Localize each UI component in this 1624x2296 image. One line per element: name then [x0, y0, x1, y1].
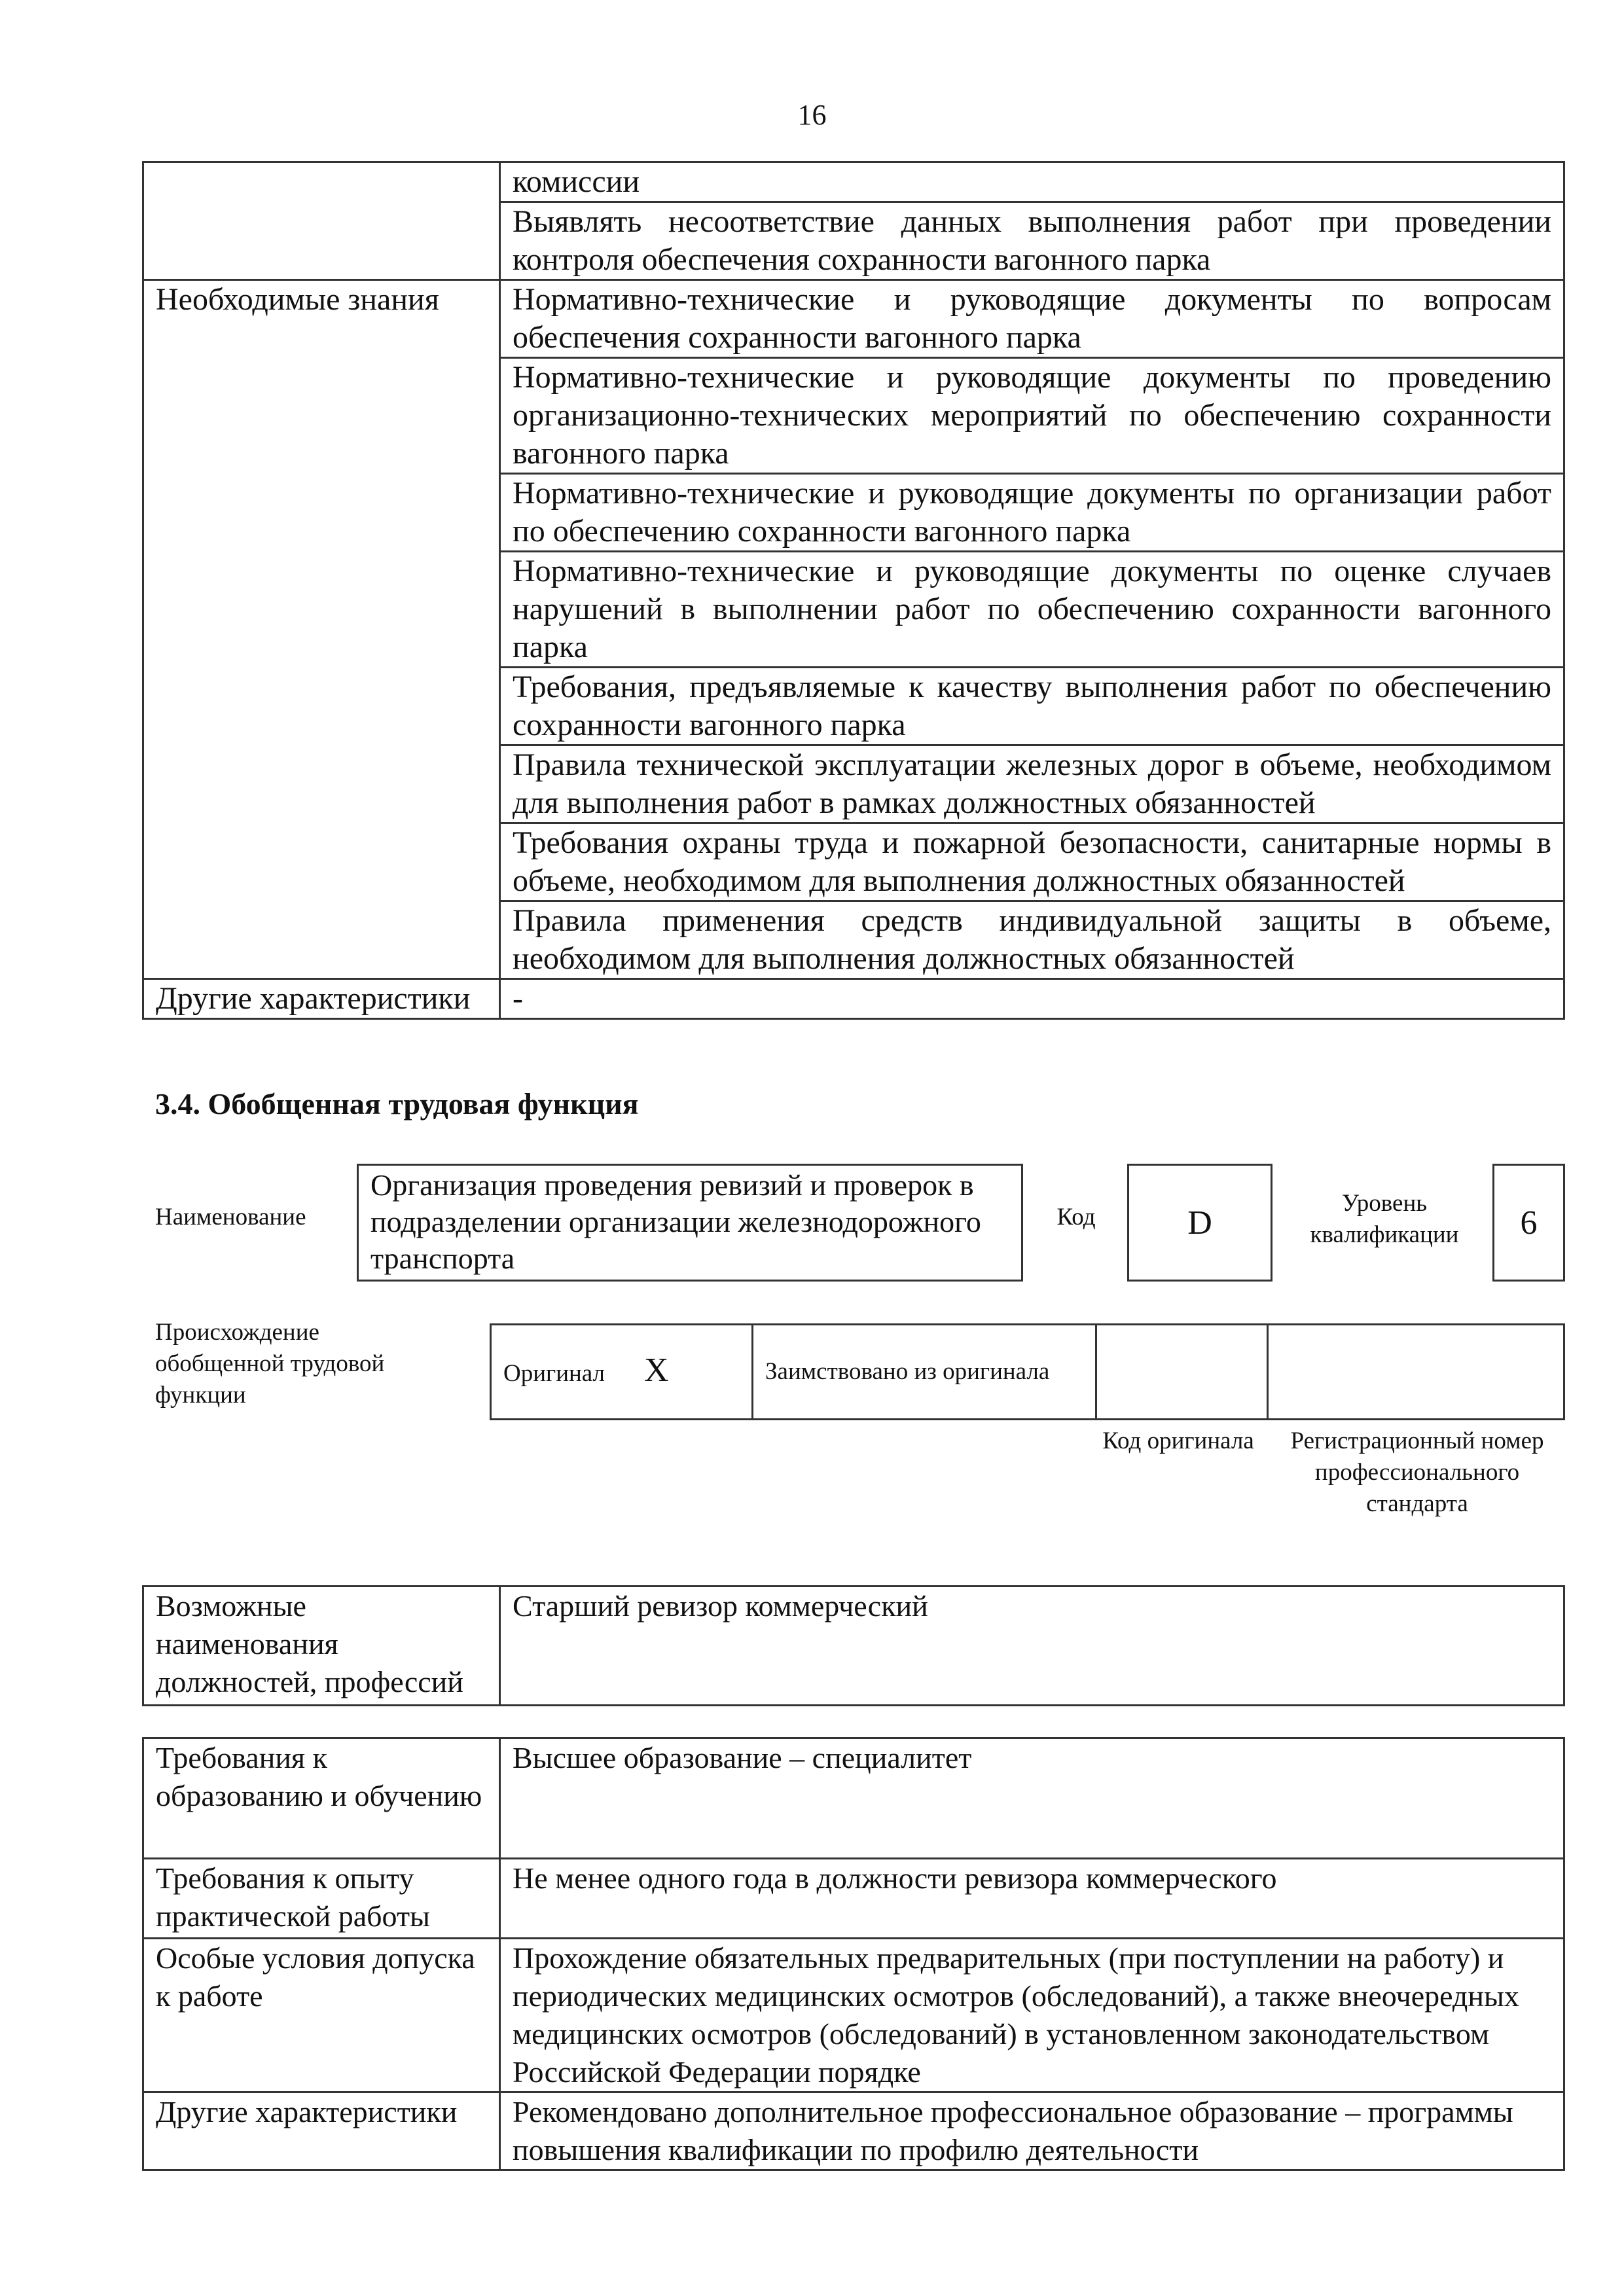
table-row	[143, 1939, 1564, 2092]
requirement-value: Высшее образование – специалитет	[500, 1738, 1564, 1859]
table-cell-text: Правила применения средств индивидуальной защиты в объеме, необходимом для выполнения должностных обязанностей	[500, 901, 1564, 979]
requirement-value: Не менее одного года в должности ревизора коммерческого	[500, 1859, 1564, 1939]
name-label: Наименование	[155, 1204, 306, 1230]
required-knowledge-label: Необходимые знания	[143, 280, 500, 979]
other-characteristics-label: Другие характеристики	[143, 979, 500, 1019]
positions-label: Возможные наименования должностей, профессий	[143, 1587, 500, 1706]
code-value-box: D	[1127, 1164, 1272, 1282]
table-cell-text: Требования, предъявляемые к качеству выполнения работ по обеспечению сохранности вагонного парка	[500, 668, 1564, 745]
table-row	[143, 1859, 1564, 1939]
table-row	[491, 1325, 1564, 1420]
table-row	[143, 280, 1564, 358]
original-label: Оригинал	[503, 1359, 605, 1387]
section-title: 3.4. Обобщенная трудовая функция	[155, 1087, 639, 1121]
original-code-cell	[1096, 1325, 1268, 1420]
requirement-label: Требования к образованию и обучению	[143, 1738, 500, 1859]
borrowed-label: Заимствовано из оригинала	[753, 1325, 1096, 1420]
function-name-box: Организация проведения ревизий и проверок в подразделении организации железнодорожного транспорта	[357, 1164, 1023, 1282]
requirement-label: Другие характеристики	[143, 2092, 500, 2170]
table-row	[143, 162, 1564, 202]
table-cell-text: Требования охраны труда и пожарной безопасности, санитарные нормы в объеме, необходимом для выполнения должностных обязанностей	[500, 823, 1564, 901]
origin-table	[490, 1323, 1565, 1420]
table-cell-text: комиссии	[500, 162, 1564, 202]
requirement-label: Особые условия допуска к работе	[143, 1939, 500, 2092]
table-cell-text: Правила технической эксплуатации железных дорог в объеме, необходимом для выполнения работ в рамках должностных обязанностей	[500, 745, 1564, 823]
requirements-table	[142, 1737, 1565, 2171]
table-row	[143, 1587, 1564, 1706]
page-number: 16	[797, 99, 827, 131]
table-cell-text: Выявлять несоответствие данных выполнения работ при проведении контроля обеспечения сохранности вагонного парка	[500, 202, 1564, 280]
table-cell-text: Нормативно-технические и руководящие документы по вопросам обеспечения сохранности вагонного парка	[500, 280, 1564, 358]
requirement-label: Требования к опыту практической работы	[143, 1859, 500, 1939]
origin-label: Происхождение обобщенной трудовой функции	[155, 1319, 385, 1408]
table-cell-text: -	[500, 979, 1564, 1019]
original-mark: X	[644, 1351, 669, 1389]
table-cell-label	[143, 162, 500, 280]
positions-value: Старший ревизор коммерческий	[500, 1587, 1564, 1706]
reg-number-cell	[1268, 1325, 1564, 1420]
table-row	[143, 2092, 1564, 2170]
table-cell-text: Нормативно-технические и руководящие документы по организации работ по обеспечению сохранности вагонного парка	[500, 474, 1564, 552]
requirement-value: Рекомендовано дополнительное профессиональное образование – программы повышения квалификации по профилю деятельности	[500, 2092, 1564, 2170]
reg-number-caption: Регистрационный номер профессионального стандарта	[1290, 1427, 1544, 1517]
positions-table	[142, 1585, 1565, 1706]
table-row	[143, 979, 1564, 1019]
qualification-level-label: Уровень квалификации	[1310, 1190, 1459, 1248]
knowledge-table	[142, 161, 1565, 1020]
original-cell	[491, 1325, 753, 1420]
table-cell-text: Нормативно-технические и руководящие документы по оценке случаев нарушений в выполнении работ по обеспечению сохранности вагонного парка	[500, 552, 1564, 668]
requirement-value: Прохождение обязательных предварительных (при поступлении на работу) и периодических медицинских осмотров (обследований), а также внеочередных медицинских осмотров (обследований) в установленном законодательством Российской Федерации порядке	[500, 1939, 1564, 2092]
code-label: Код	[1056, 1204, 1096, 1230]
qualification-level-box: 6	[1492, 1164, 1565, 1282]
original-code-caption: Код оригинала	[1102, 1427, 1254, 1454]
table-row	[143, 1738, 1564, 1859]
table-cell-text: Нормативно-технические и руководящие документы по проведению организационно-технических мероприятий по обеспечению сохранности вагонного парка	[500, 358, 1564, 474]
